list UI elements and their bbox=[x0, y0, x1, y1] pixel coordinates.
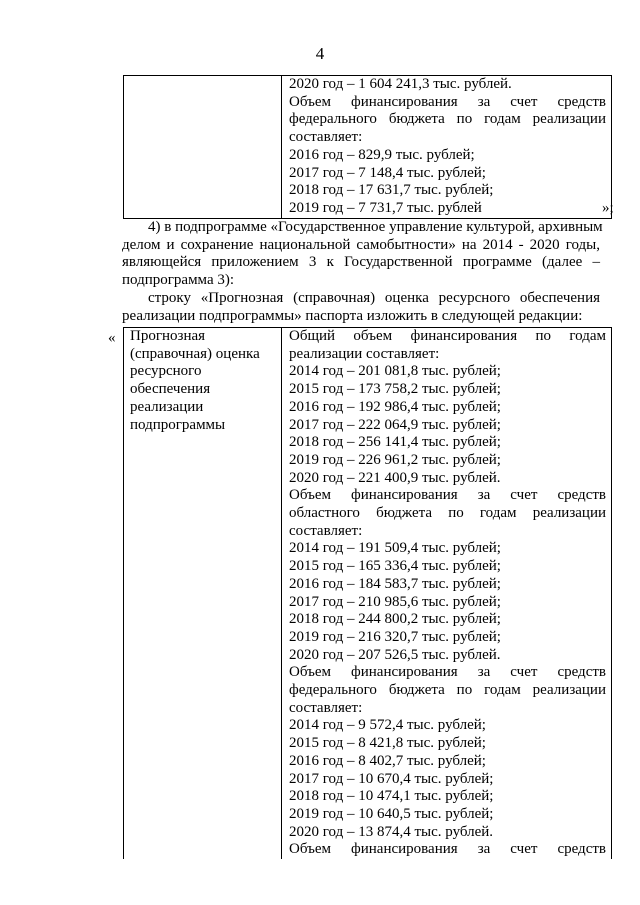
text-line: 2020 год – 1 604 241,3 тыс. рублей. bbox=[289, 76, 512, 92]
text-line: 2015 год – 165 336,4 тыс. рублей; bbox=[289, 558, 501, 575]
opening-quote: « bbox=[108, 330, 116, 346]
text-line: 2016 год – 8 402,7 тыс. рублей; bbox=[289, 752, 486, 769]
funding-text-cell bbox=[282, 76, 612, 219]
page-number: 4 bbox=[315, 44, 325, 63]
text-line: 2020 год – 207 526,5 тыс. рублей. bbox=[289, 646, 501, 663]
text-line: Объем финансирования за счет средств bbox=[289, 487, 606, 504]
text-line: 2017 год – 222 064,9 тыс. рублей; bbox=[289, 416, 501, 433]
paragraph-line: подпрограмма 3): bbox=[122, 272, 235, 289]
text-line: 2015 год – 8 421,8 тыс. рублей; bbox=[289, 735, 486, 752]
text-line: 2019 год – 216 320,7 тыс. рублей; bbox=[289, 628, 501, 645]
text-line: 2016 год – 192 986,4 тыс. рублей; bbox=[289, 398, 501, 415]
paragraph-line: являющейся приложением 3 к Государственной программе (далее – bbox=[122, 254, 600, 271]
text-line: 2016 год – 829,9 тыс. рублей; bbox=[289, 146, 475, 163]
text-line: 2019 год – 7 731,7 тыс. рублей bbox=[289, 199, 482, 216]
text-line: 2014 год – 201 081,8 тыс. рублей; bbox=[289, 363, 501, 380]
paragraph-line: строку «Прогнозная (справочная) оценка ресурсного обеспечения bbox=[148, 290, 600, 306]
text-line: Объем финансирования за счет средств bbox=[289, 664, 606, 681]
label-line: (справочная) оценка bbox=[130, 345, 260, 362]
text-line: 2016 год – 184 583,7 тыс. рублей; bbox=[289, 575, 501, 592]
text-line: 2018 год – 256 141,4 тыс. рублей; bbox=[289, 434, 501, 451]
text-line: Объем финансирования за счет средств bbox=[289, 841, 606, 858]
text-line: Общий объем финансирования по годам bbox=[289, 328, 606, 344]
label-line: ресурсного bbox=[130, 363, 202, 380]
text-line: составляет: bbox=[289, 522, 363, 539]
text-line: 2014 год – 9 572,4 тыс. рублей; bbox=[289, 717, 486, 734]
text-line: 2017 год – 210 985,6 тыс. рублей; bbox=[289, 593, 501, 610]
text-line: реализации составляет: bbox=[289, 345, 440, 362]
label-line: подпрограммы bbox=[130, 416, 226, 433]
text-line: составляет: bbox=[289, 129, 363, 146]
paragraph-line: 4) в подпрограмме «Государственное управление культурой, архивным bbox=[148, 219, 603, 235]
text-line: 2019 год – 226 961,2 тыс. рублей; bbox=[289, 451, 501, 468]
text-line: 2018 год – 10 474,1 тыс. рублей; bbox=[289, 788, 494, 805]
text-line: 2018 год – 17 631,7 тыс. рублей; bbox=[289, 182, 494, 199]
instruction-paragraph bbox=[122, 290, 600, 325]
text-line: 2017 год – 10 670,4 тыс. рублей; bbox=[289, 770, 494, 787]
passport-label-cell bbox=[124, 328, 282, 860]
text-line: федерального бюджета по годам реализации bbox=[289, 111, 606, 128]
empty-label-cell bbox=[124, 76, 282, 219]
text-line: 2017 год – 7 148,4 тыс. рублей; bbox=[289, 164, 486, 181]
item-4-paragraph bbox=[122, 219, 603, 290]
text-line: 2020 год – 13 874,4 тыс. рублей. bbox=[289, 823, 494, 840]
label-line: реализации bbox=[130, 398, 204, 415]
paragraph-line: реализации подпрограммы» паспорта изложить в следующей редакции: bbox=[122, 307, 583, 324]
text-line: федерального бюджета по годам реализации bbox=[289, 682, 606, 699]
label-line: Прогнозная bbox=[130, 328, 206, 344]
closing-quote: »; bbox=[602, 200, 614, 216]
passport-value-cell bbox=[282, 328, 612, 860]
text-line: 2014 год – 191 509,4 тыс. рублей; bbox=[289, 540, 501, 557]
text-line: составляет: bbox=[289, 699, 363, 716]
text-line: 2018 год – 244 800,2 тыс. рублей; bbox=[289, 611, 501, 628]
funding-table-continued bbox=[123, 75, 612, 219]
label-line: обеспечения bbox=[130, 381, 211, 398]
text-line: областного бюджета по годам реализации bbox=[289, 505, 606, 522]
text-line: 2019 год – 10 640,5 тыс. рублей; bbox=[289, 805, 494, 822]
text-line: 2015 год – 173 758,2 тыс. рублей; bbox=[289, 381, 501, 398]
passport-table bbox=[123, 327, 612, 859]
text-line: 2020 год – 221 400,9 тыс. рублей. bbox=[289, 469, 501, 486]
paragraph-line: делом и сохранение национальной самобытности» на 2014 - 2020 годы, bbox=[122, 236, 600, 253]
text-line: Объем финансирования за счет средств bbox=[289, 93, 606, 110]
